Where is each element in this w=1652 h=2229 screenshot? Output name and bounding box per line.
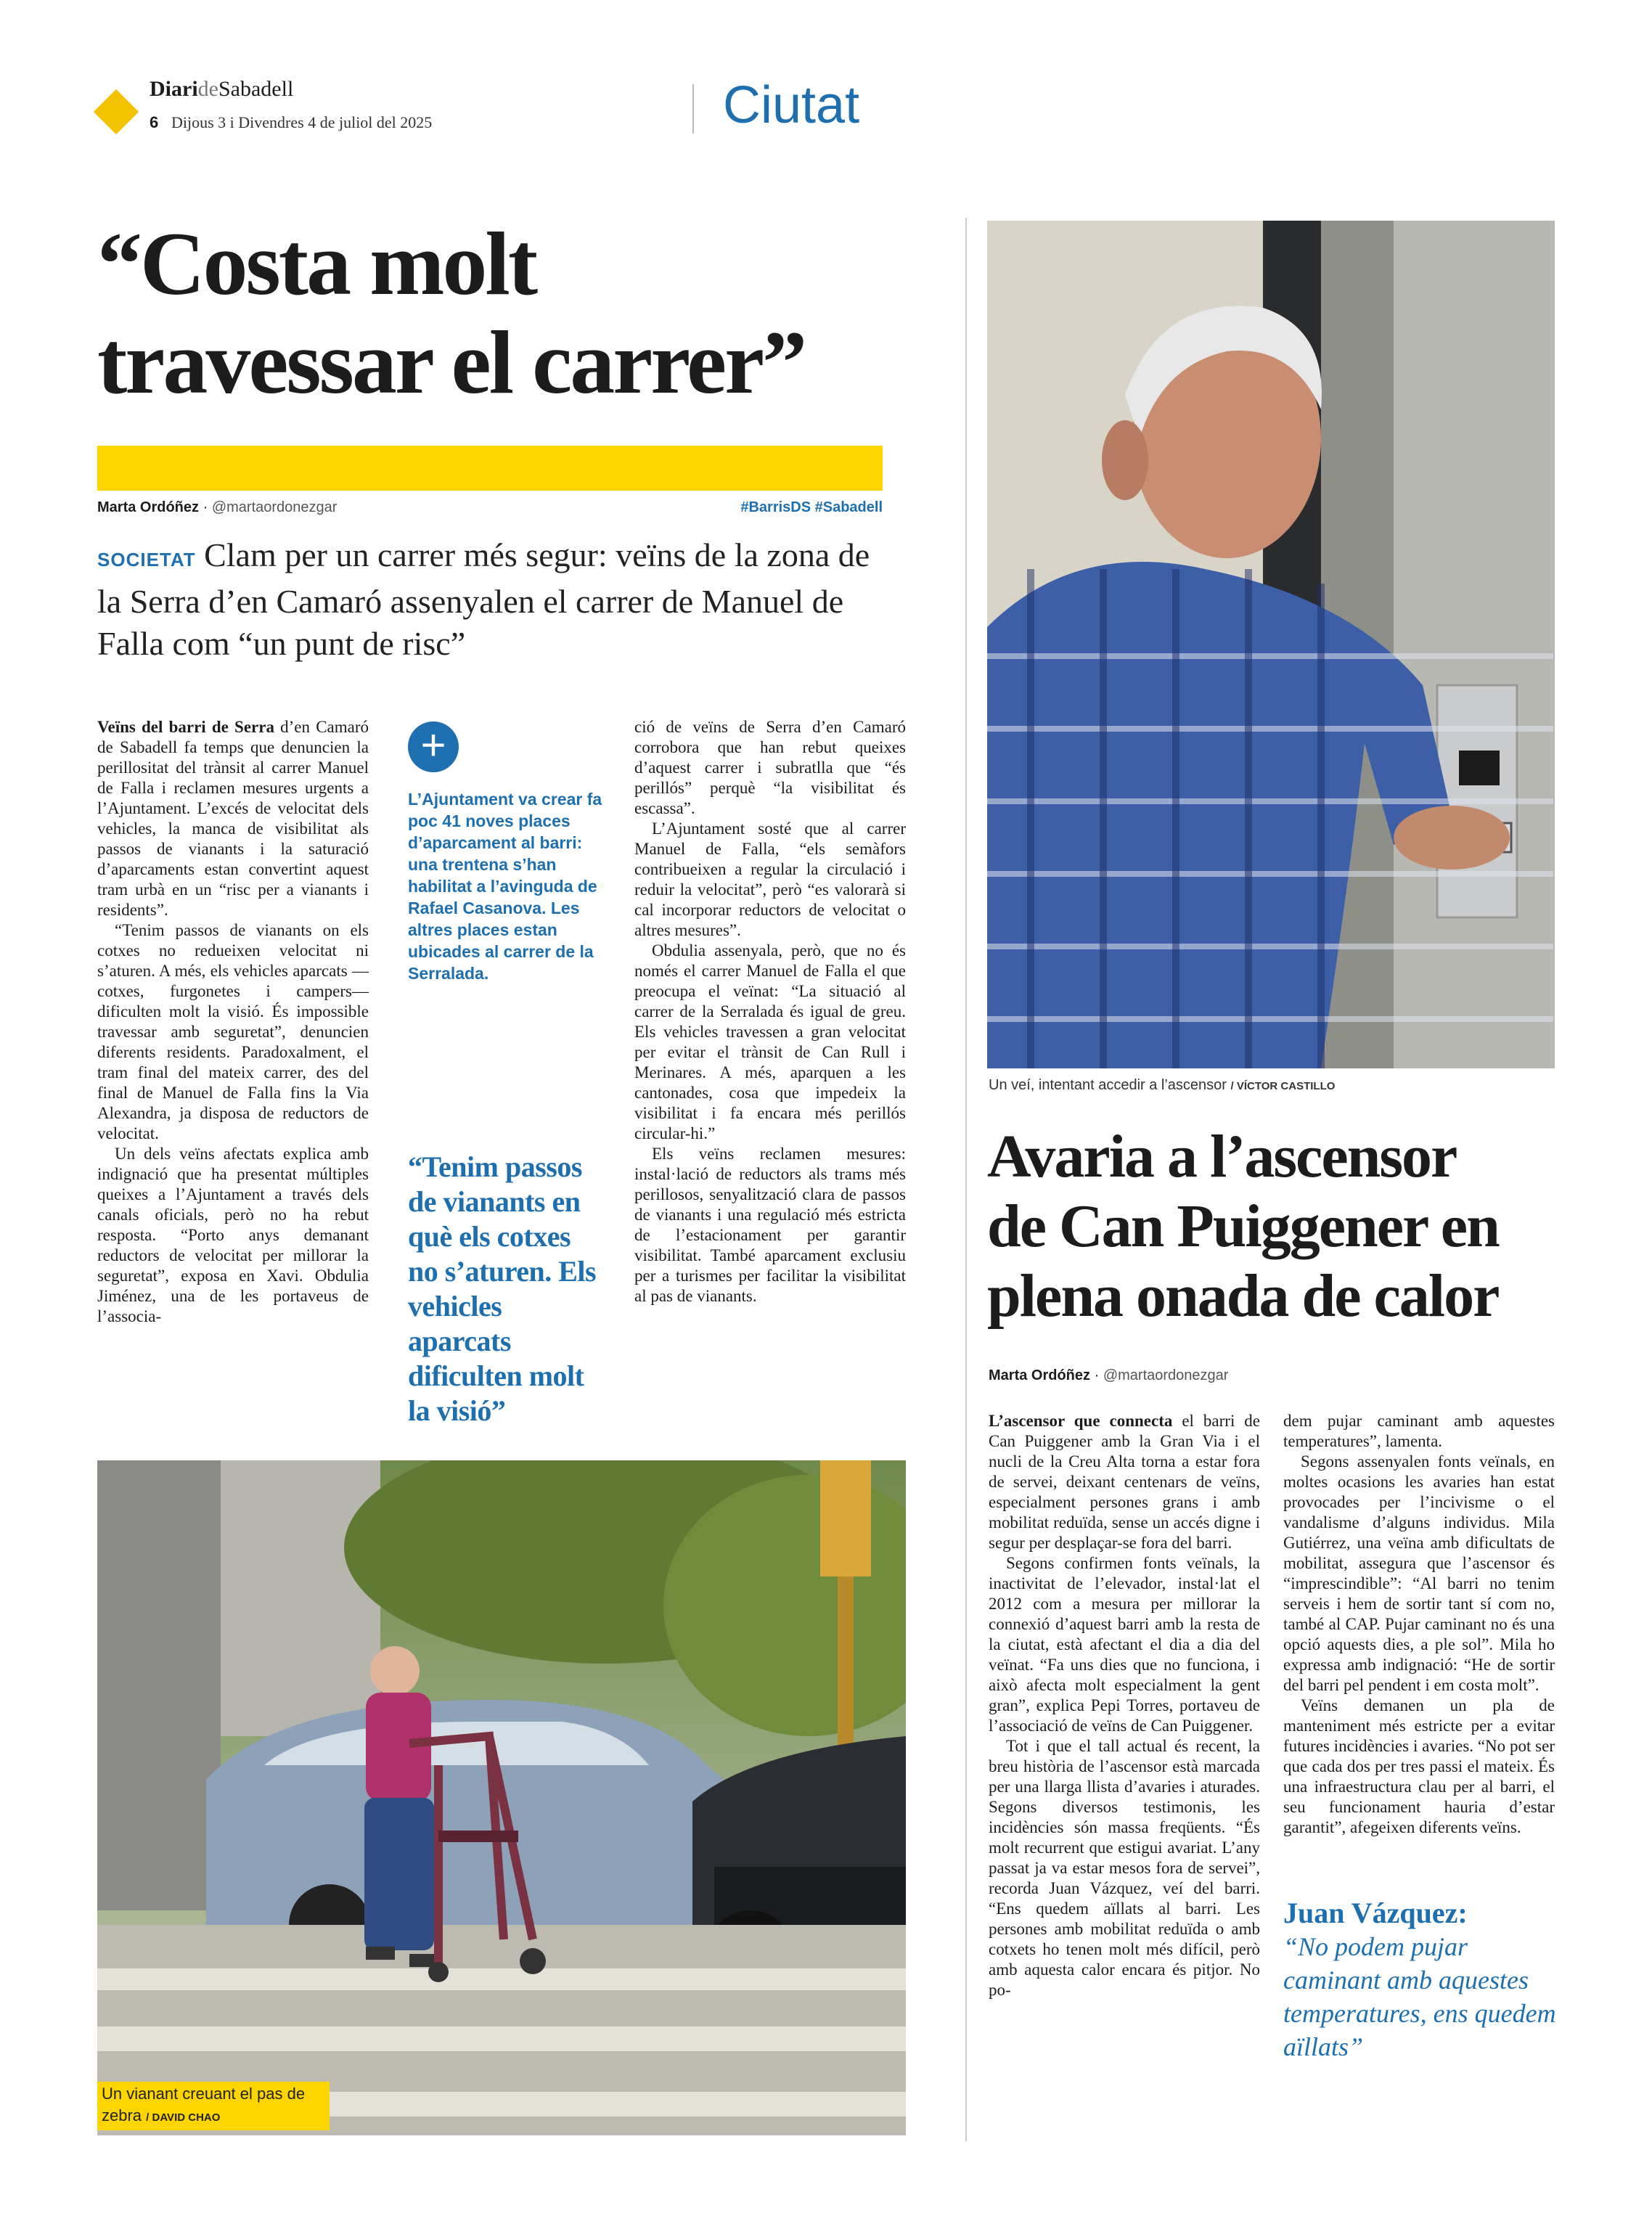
article1-headline: “Costa molt travessar el carrer” [97,214,806,412]
diari-logo-icon [94,89,139,134]
quote-text: “No podem pujar caminant amb aquestes temperatures, ens quedem aïllats” [1283,1932,1556,2061]
article2-column-2: dem pujar caminant amb aquestes temperatures”, lamenta. Segons assenyalen fonts veïnals, en moltes ocasions les avaries han estat provocades per l’incivisme o el vandalisme d’alguns individus. Mila Gutiérrez, una veïna amb dificultats de mobilitat, assegura que l’ascensor és “imprescindible”: “Al barri no tenim serveis i hem de sortir tant sí com no, també al CAP. Pujar caminant no és una opció aquests dies, a ple sol”. Mila ho expressa amb indignació: “He de sortir del barri pel pendent i em costa molt”. Veïns demanen un pla de manteniment més estricte per a evitar futures incidències i avaries. “No pot ser que cada dos per tres passi el mateix. És una infraestructura clau per al barri, el seu funcionament hauria d’estar garantit”, afegeixen diferents veïns. [1283,1412,1555,1836]
article1-pullquote: “Tenim passos de vianants en què els cotxes no s’aturen. Els vehicles aparcats dificulten molt la visió” [408,1150,597,1427]
article1-column-1: Veïns del barri de Serra d’en Camaró de Sabadell fa temps que denuncien la perillositat del trànsit al carrer Manuel de Falla i reclamen mesures urgents a l’Ajuntament. L’excés de velocitat dels vehicles, la manca de visibilitat als passos de vianants i la saturació d’aparcaments estan convertint aquest tram urbà en un “risc per a vianants i residents”. “Tenim passos de vianants on els cotxes no redueixen velocitat ni s’aturen. A més, els vehicles aparcats —cotxes, furgonetes i campers— dificulten molt la visió. És impossible travessar amb seguretat”, denuncien diferents residents. Paradoxalment, el tram final del mateix carrer, des del final de Manuel de Falla fins la Via Alexandra, ja disposa de reductors de velocitat. Un dels veïns afectats explica amb indignació que ha presentat múltiples queixes a l’Ajuntament a través dels canals oficials, però no ha rebut resposta. “Porto anys demanant reductors de velocitat per millorar la seguretat”, exposa en Xavi. Obdulia Jiménez, una de les portaveus de l’associa- [97,718,369,1325]
pedestrian-photo-caption: Un vianant creuant el pas de zebra / DAVID CHAO [97,2082,330,2130]
article2-column-1: L’ascensor que connecta el barri de Can Puiggener amb la Gran Via i el nucli de la Creu Alta torna a estar fora de servei, deixant centenars de veïns, especialment persones grans i amb mobilitat reduïda, sense un accés digne i segur per desplaçar-se fora del barri. Segons confirmen fonts veïnals, la inactivitat de l’elevador, instal·lat el 2012 com a mesura per millorar la connexió d’aquest barri amb la resta de la ciutat, està afectant el dia a dia del veïnat. “Fa uns dies que no funciona, i això afecta molt especialment la gent gran”, explica Pepi Torres, portaveu de l’associació de veïns de Can Puiggener. Tot i que el tall actual és recent, la breu història de l’ascensor està marcada per una llarga llista d’avaries i aturades. Segons diversos testimonis, les incidències són massa freqüents. “És molt recurrent que estigui avariat. L’any passat ja va estar mesos fora de servei”, recorda Juan Vázquez, veí del barri. “Ens quedem aïllats al barri. Les persones amb mobilitat reduïda o amb cotxets ho tenen molt més difícil, però amb aquesta calor encara és pitjor. No po- [989,1412,1261,1999]
article2-quote [1283,1896,1559,2064]
elevator-access-photo [987,221,1555,1068]
article1-column-3: ció de veïns de Serra d’en Camaró corrobora que han rebut queixes d’aquest carrer i subratlla que “és perillós” perquè “la visibilitat és escassa”. L’Ajuntament sosté que al carrer Manuel de Falla, “els semàfors contribueixen a regular la circulació i reduir la velocitat”, però “es valorarà si cal incorporar reductors de velocitat o altres mesures”. Obdulia assenyala, però, que no és només el carrer Manuel de Falla el que preocupa el veïnat: “La situació al carrer de la Serralada és igual de greu. Els vehicles travessen a gran velocitat per evitar el trànsit de Can Rull i Merinares. A més, aparquen a les cantonades, cosa que impedeix la visibilitat i fa encara més perillós circular-hi.” Els veïns reclamen mesures: instal·lació de reductors als trams més perillosos, senyalització clara de passos de vianants i una regulació més estricta de l’estacionament per garantir visibilitat. També aparcament exclusiu per a turismes per facilitar la visibilitat al pas de vianants. [634,718,906,1305]
issue-date: Dijous 3 i Divendres 4 de juliol del 2025 [171,113,433,131]
article2-headline: Avaria a l’ascensor de Can Puiggener en plena onada de calor [987,1123,1499,1330]
sidebar-note: L’Ajuntament va crear fa poc 41 noves places d’aparcament al barri: una trentena s’han habilitat a l’avinguda de Rafael Casanova. Les altres places estan ubicades al carrer de la Serralada. [408,790,602,983]
section-divider [692,84,694,134]
plus-icon: + [408,721,459,772]
quote-speaker: Juan Vázquez: [1283,1897,1468,1929]
brand-name: DiarideSabadell [150,77,294,101]
section-title: Ciutat [723,76,860,134]
column-divider [965,218,967,2141]
article1-tags: #BarrisDS #Sabadell [740,499,883,515]
elevator-photo-caption: Un veí, intentant accedir a l’ascensor / VÍCTOR CASTILLO [989,1077,1336,1093]
article2-byline: Marta Ordóñez · @martaordonezgar [989,1367,1229,1383]
article1-dek: SOCIETAT Clam per un carrer més segur: veïns de la zona de la Serra d’en Camaró assenyalen el carrer de Manuel de Falla com “un punt de risc” [97,536,870,662]
article1-byline: Marta Ordóñez · @martaordonezgar [97,499,338,515]
page-number: 6 [150,113,159,131]
headline-highlight-bar [97,446,883,491]
pedestrian-crossing-photo [97,1460,906,2135]
